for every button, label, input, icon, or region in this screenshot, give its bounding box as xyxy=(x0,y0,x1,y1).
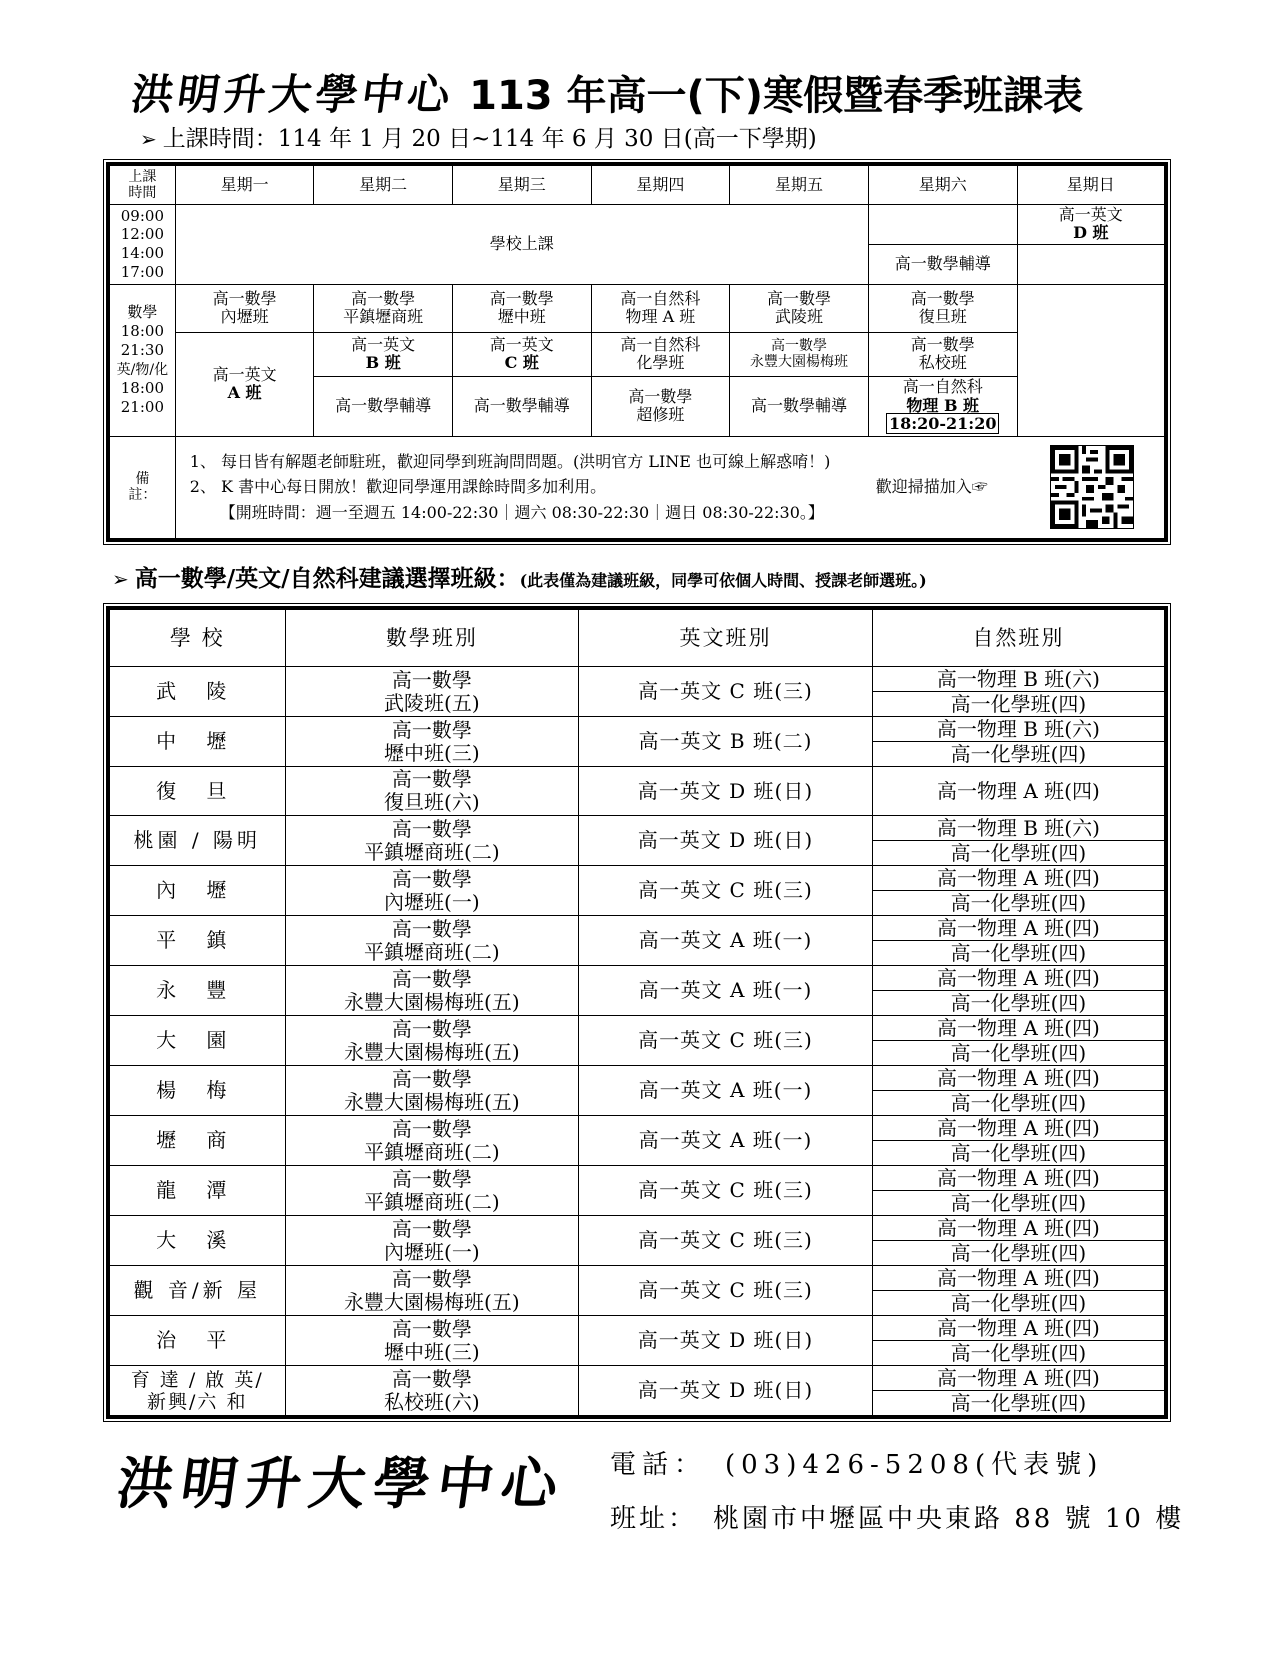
english-class-cell: 高一英文 C 班(三) xyxy=(579,1016,873,1066)
sun-afternoon-empty xyxy=(1017,244,1166,284)
table-row xyxy=(108,1216,1166,1241)
school-cell: 武 陵 xyxy=(108,667,285,717)
math-class-cell: 高一數學 內壢班(一) xyxy=(285,1216,579,1266)
english-class-cell: 高一英文 A 班(一) xyxy=(579,1066,873,1116)
math-class-cell: 高一數學 永豐大園楊梅班(五) xyxy=(285,966,579,1016)
table-row xyxy=(108,717,1166,742)
day-header: 星期日 xyxy=(1017,164,1166,204)
english-class-cell: 高一英文 A 班(一) xyxy=(579,1116,873,1166)
class-cell: 高一數學 私校班 xyxy=(868,332,1017,376)
sat-morning-empty xyxy=(868,204,1017,244)
remark-label: 備 註： xyxy=(108,436,175,540)
english-class-cell: 高一英文 C 班(三) xyxy=(579,667,873,717)
science-class-cell: 高一化學班(四) xyxy=(872,891,1166,916)
footer-brand: 洪明升大學中心 xyxy=(112,1451,571,1517)
school-cell: 平 鎮 xyxy=(108,916,285,966)
school-cell: 桃園 / 陽明 xyxy=(108,816,285,866)
school-cell: 育 達 / 啟 英/ 新興/六 和 xyxy=(108,1366,285,1418)
sun-evening-empty xyxy=(1017,284,1166,436)
day-header: 星期四 xyxy=(591,164,730,204)
table-row xyxy=(108,916,1166,941)
science-class-cell: 高一化學班(四) xyxy=(872,1041,1166,1066)
science-class-cell: 高一物理 A 班(四) xyxy=(872,1066,1166,1091)
class-cell: 高一數學 壢中班 xyxy=(452,284,591,332)
math-class-cell: 高一數學 平鎮壢商班(二) xyxy=(285,816,579,866)
math-class-cell: 高一數學 永豐大園楊梅班(五) xyxy=(285,1266,579,1316)
math-class-cell: 高一數學 永豐大園楊梅班(五) xyxy=(285,1016,579,1066)
science-class-cell: 高一物理 B 班(六) xyxy=(872,667,1166,692)
day-header: 星期五 xyxy=(730,164,869,204)
table-row xyxy=(108,966,1166,991)
school-cell: 復 旦 xyxy=(108,767,285,816)
qr-code-icon xyxy=(1050,445,1134,529)
schedule-title: 113 年高一(下)寒假暨春季班課表 xyxy=(469,73,1084,119)
school-cell: 龍 潭 xyxy=(108,1166,285,1216)
english-class-cell: 高一英文 B 班(二) xyxy=(579,717,873,767)
math-class-cell: 高一數學 復旦班(六) xyxy=(285,767,579,816)
english-class-cell: 高一英文 A 班(一) xyxy=(579,966,873,1016)
footer-address: 班址： 桃園市中壢區中央東路 88 號 10 樓 xyxy=(610,1504,1185,1534)
remark-line: 【開班時間：週一至週五 14:00-22:30｜週六 08:30-22:30｜週日 08:30-22:30。】 xyxy=(219,503,824,523)
school-cell: 中 壢 xyxy=(108,717,285,767)
science-class-cell: 高一物理 A 班(四) xyxy=(872,1166,1166,1191)
daytime-slot: 09:00 12:00 14:00 17:00 xyxy=(108,204,175,284)
english-class-cell: 高一英文 C 班(三) xyxy=(579,1266,873,1316)
class-cell: 高一數學輔導 xyxy=(314,376,453,436)
science-class-cell: 高一物理 B 班(六) xyxy=(872,816,1166,841)
science-class-cell: 高一物理 A 班(四) xyxy=(872,916,1166,941)
class-cell: 高一數學 復旦班 xyxy=(868,284,1017,332)
science-class-cell: 高一物理 A 班(四) xyxy=(872,1216,1166,1241)
suggestion-note: (此表僅為建議班級，同學可依個人時間、授課老師選班。) xyxy=(519,571,927,590)
table-row xyxy=(108,1316,1166,1341)
day-header: 星期三 xyxy=(452,164,591,204)
evening-slot: 數學 18:00 21:30 英/物/化 18:00 21:00 xyxy=(108,284,175,436)
math-class-cell: 高一數學 內壢班(一) xyxy=(285,866,579,916)
table-row xyxy=(108,767,1166,816)
science-class-cell: 高一物理 A 班(四) xyxy=(872,1016,1166,1041)
column-header: 學 校 xyxy=(108,608,285,667)
suggestion-header-row xyxy=(108,608,1166,667)
science-class-cell: 高一物理 B 班(六) xyxy=(872,717,1166,742)
class-cell: 高一英文 B 班 xyxy=(314,332,453,376)
table-row xyxy=(108,1166,1166,1191)
column-header: 自然班別 xyxy=(872,608,1166,667)
table-row xyxy=(108,1366,1166,1391)
math-class-cell: 高一數學 武陵班(五) xyxy=(285,667,579,717)
science-class-cell: 高一化學班(四) xyxy=(872,1241,1166,1266)
sun-english-d: 高一英文 D 班 xyxy=(1017,204,1166,244)
arrow-right-icon: ➢ xyxy=(112,567,129,591)
class-cell: 高一自然科 化學班 xyxy=(591,332,730,376)
schedule-header-row xyxy=(108,164,1166,204)
english-class-cell: 高一英文 D 班(日) xyxy=(579,816,873,866)
corner-cell: 上課 時間 xyxy=(108,164,175,204)
class-cell: 高一自然科 物理 B 班 18:20-21:20 xyxy=(868,376,1017,436)
table-row xyxy=(108,1266,1166,1291)
column-header: 數學班別 xyxy=(285,608,579,667)
science-class-cell: 高一化學班(四) xyxy=(872,1191,1166,1216)
english-class-cell: 高一英文 A 班(一) xyxy=(579,916,873,966)
table-row xyxy=(108,1016,1166,1041)
table-row xyxy=(108,1116,1166,1141)
math-class-cell: 高一數學 壢中班(三) xyxy=(285,1316,579,1366)
remarks-cell xyxy=(175,436,1166,540)
suggestion-title: ➢ 高一數學/英文/自然科建議選擇班級：(此表僅為建議班級，同學可依個人時間、授課老師選班。) xyxy=(112,565,927,592)
table-row xyxy=(108,1066,1166,1091)
class-cell: 高一英文 A 班 xyxy=(175,332,314,436)
school-cell: 治 平 xyxy=(108,1316,285,1366)
class-cell: 高一數學 超修班 xyxy=(591,376,730,436)
english-class-cell: 高一英文 D 班(日) xyxy=(579,1316,873,1366)
science-class-cell: 高一物理 A 班(四) xyxy=(872,1266,1166,1291)
remark-line: 2、 K 書中心每日開放！歡迎同學運用課餘時間多加利用。 歡迎掃描加入☞ xyxy=(190,474,1164,500)
math-class-cell: 高一數學 平鎮壢商班(二) xyxy=(285,1166,579,1216)
math-class-cell: 高一數學 永豐大園楊梅班(五) xyxy=(285,1066,579,1116)
science-class-cell: 高一物理 A 班(四) xyxy=(872,767,1166,816)
science-class-cell: 高一化學班(四) xyxy=(872,991,1166,1016)
class-cell: 高一數學 武陵班 xyxy=(730,284,869,332)
class-cell: 高一自然科 物理 A 班 xyxy=(591,284,730,332)
sat-math-tutoring: 高一數學輔導 xyxy=(868,244,1017,284)
school-cell: 大 園 xyxy=(108,1016,285,1066)
school-cell: 楊 梅 xyxy=(108,1066,285,1116)
class-period xyxy=(140,120,817,153)
school-cell: 壢 商 xyxy=(108,1116,285,1166)
day-header: 星期一 xyxy=(175,164,314,204)
science-class-cell: 高一化學班(四) xyxy=(872,1291,1166,1316)
class-cell: 高一數學輔導 xyxy=(730,376,869,436)
science-class-cell: 高一物理 A 班(四) xyxy=(872,866,1166,891)
science-class-cell: 高一物理 A 班(四) xyxy=(872,1116,1166,1141)
day-header: 星期二 xyxy=(314,164,453,204)
math-class-cell: 高一數學 壢中班(三) xyxy=(285,717,579,767)
class-cell: 高一數學 永豐大園楊梅班 xyxy=(730,332,869,376)
school-class-cell: 學校上課 xyxy=(175,204,868,284)
science-class-cell: 高一物理 A 班(四) xyxy=(872,966,1166,991)
school-cell: 內 壢 xyxy=(108,866,285,916)
class-cell: 高一英文 C 班 xyxy=(452,332,591,376)
english-class-cell: 高一英文 C 班(三) xyxy=(579,1216,873,1266)
table-row xyxy=(108,866,1166,891)
arrow-right-icon: ➢ xyxy=(140,127,157,151)
column-header: 英文班別 xyxy=(579,608,873,667)
class-cell: 高一數學 平鎮壢商班 xyxy=(314,284,453,332)
science-class-cell: 高一化學班(四) xyxy=(872,841,1166,866)
table-row xyxy=(108,816,1166,841)
english-class-cell: 高一英文 C 班(三) xyxy=(579,866,873,916)
science-class-cell: 高一化學班(四) xyxy=(872,692,1166,717)
footer-phone: 電話： (03)426-5208(代表號) xyxy=(610,1450,1104,1480)
science-class-cell: 高一物理 A 班(四) xyxy=(872,1316,1166,1341)
science-class-cell: 高一化學班(四) xyxy=(872,1091,1166,1116)
page-title xyxy=(128,62,1152,122)
science-class-cell: 高一物理 A 班(四) xyxy=(872,1366,1166,1391)
science-class-cell: 高一化學班(四) xyxy=(872,1141,1166,1166)
day-header: 星期六 xyxy=(868,164,1017,204)
weekly-schedule-table xyxy=(106,162,1168,542)
brand-logo-text: 洪明升大學中心 xyxy=(128,70,458,119)
scan-prompt: 歡迎掃描加入☞ xyxy=(875,477,988,497)
school-cell: 永 豐 xyxy=(108,966,285,1016)
class-cell: 高一數學輔導 xyxy=(452,376,591,436)
english-class-cell: 高一英文 D 班(日) xyxy=(579,767,873,816)
remark-line: 1、 每日皆有解題老師駐班，歡迎同學到班詢問問題。(洪明官方 LINE 也可線上解惑唷！) xyxy=(189,451,831,471)
table-row xyxy=(108,667,1166,692)
science-class-cell: 高一化學班(四) xyxy=(872,1341,1166,1366)
science-class-cell: 高一化學班(四) xyxy=(872,742,1166,767)
math-class-cell: 高一數學 私校班(六) xyxy=(285,1366,579,1418)
math-class-cell: 高一數學 平鎮壢商班(二) xyxy=(285,916,579,966)
school-cell: 觀 音/新 屋 xyxy=(108,1266,285,1316)
suggestion-table xyxy=(106,606,1168,1419)
science-class-cell: 高一化學班(四) xyxy=(872,1391,1166,1418)
science-class-cell: 高一化學班(四) xyxy=(872,941,1166,966)
english-class-cell: 高一英文 D 班(日) xyxy=(579,1366,873,1418)
class-period-text: 上課時間：114 年 1 月 20 日~114 年 6 月 30 日(高一下學期) xyxy=(162,126,817,152)
english-class-cell: 高一英文 C 班(三) xyxy=(579,1166,873,1216)
class-cell: 高一數學 內壢班 xyxy=(175,284,314,332)
school-cell: 大 溪 xyxy=(108,1216,285,1266)
math-class-cell: 高一數學 平鎮壢商班(二) xyxy=(285,1116,579,1166)
